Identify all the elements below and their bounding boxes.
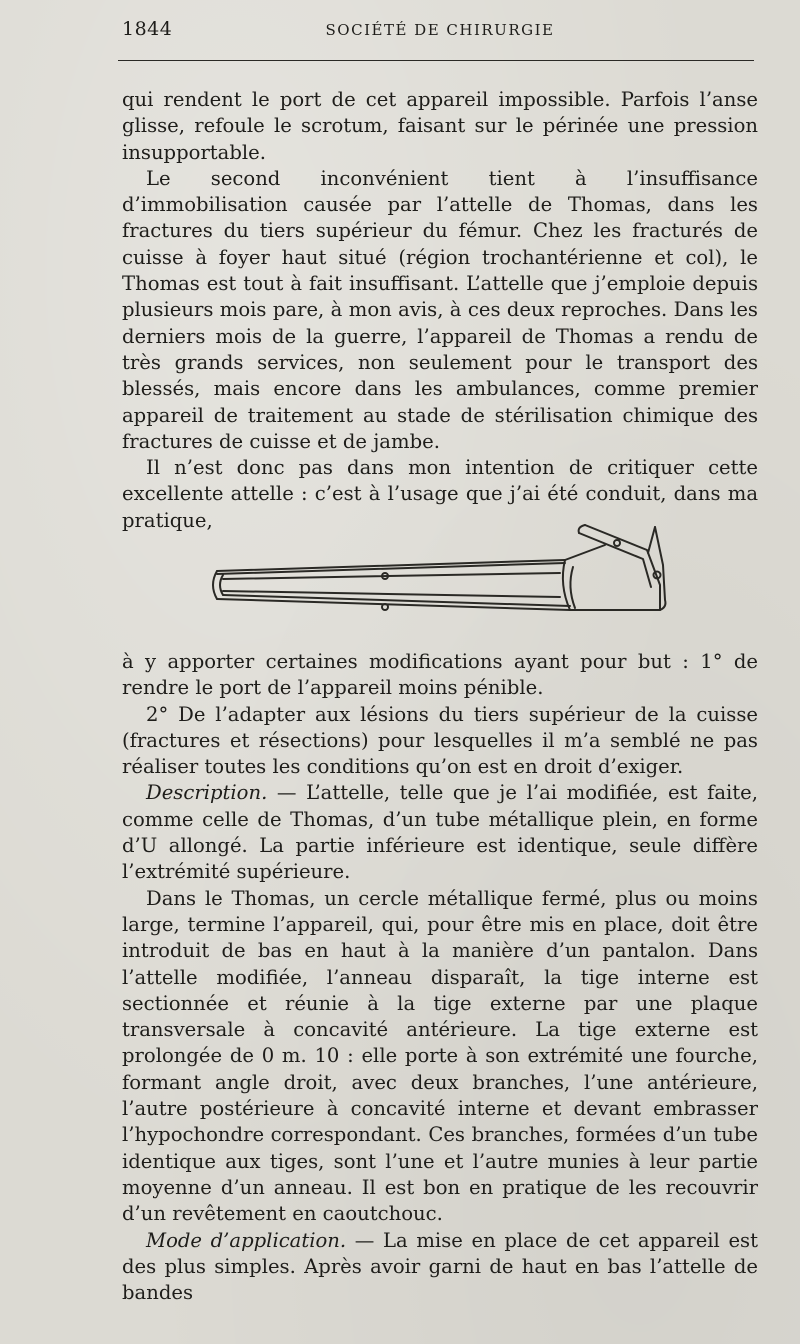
- body-text-top: [122, 87, 758, 534]
- paragraph: Il n’est donc pas dans mon intention de critiquer cette excellente attelle : c’est à l’usage que j’ai été conduit, dans ma pratique,: [122, 456, 758, 532]
- paragraph-text: — L’attelle, telle que je l’ai modifiée, est faite, comme celle de Thomas, d’un tube métallique plein, en forme d’U allongé. La partie inférieure est identique, seule diffère l’extrémité supérieure.: [122, 781, 758, 884]
- page-number: 1844: [122, 18, 173, 40]
- running-head: [122, 18, 758, 44]
- body-text-bottom: [122, 649, 758, 1306]
- paragraph: Le second inconvénient tient à l’insuffisance d’immobilisation causée par l’attelle de Thomas, dans les fractures du tiers supérieur du fémur. Chez les fracturés de cuisse à foyer haut situé (région trochantérienne et col), le Thomas est tout à fait insuffisant. L’attelle que j’emploie depuis plusieurs mois pare, à mon avis, à ces deux reproches. Dans les derniers mois de la guerre, l’appareil de Thomas a rendu de très grands services, non seulement pour le transport des blessés, mais encore dans les ambulances, comme premier appareil de traitement au stade de stérilisation chimique des fractures de cuisse et de jambe.: [122, 166, 758, 453]
- running-title: SOCIÉTÉ DE CHIRURGIE: [325, 21, 555, 39]
- paragraph: Dans le Thomas, un cercle métallique fermé, plus ou moins large, termine l’appareil, qui, pour être mis en place, doit être introduit de bas en haut à la manière d’un pantalon. Dans l’attelle modifiée, l’anneau disparaît, la tige interne est sectionnée et réunie à la tige externe par une plaque transversale à concavité antérieure. La tige externe est prolongée de 0 m. 10 : elle porte à son extrémité une fourche, formant angle droit, avec deux branches, l’une antérieure, l’autre postérieure à concavité interne et devant embrasser l’hypochondre correspondant. Ces branches, formées d’un tube identique aux tiges, sont l’une et l’autre munies à leur partie moyenne d’un anneau. Il est bon en pratique de les recouvrir d’un revêtement en caoutchouc.: [122, 886, 758, 1226]
- splint-figure: [205, 515, 680, 625]
- paragraph: 2° De l’adapter aux lésions du tiers supérieur de la cuisse (fractures et résections) pour lesquelles il m’a semblé ne pas réaliser toutes les conditions qu’on est en droit d’exiger.: [122, 702, 758, 779]
- branch-ring: [614, 540, 620, 546]
- transverse-plate: [563, 560, 570, 610]
- header-rule: [118, 60, 754, 61]
- section-label: Mode d’application.: [146, 1228, 347, 1252]
- paragraph: [122, 780, 758, 885]
- paragraph: [122, 1228, 758, 1307]
- section-label: Description.: [146, 781, 268, 805]
- paragraph: à y apporter certaines modifications ayant pour but : 1° de rendre le port de l’appareil moins pénible.: [122, 650, 758, 700]
- splint-illustration-icon: [205, 515, 680, 625]
- fork-branch-anterior: [585, 525, 660, 610]
- paragraph-text: — La mise en place de cet appareil est des plus simples. Après avoir garni de haut en bas l’attelle de bandes: [122, 1228, 758, 1305]
- rod-ring: [382, 604, 388, 610]
- paragraph: qui rendent le port de cet appareil impossible. Parfois l’anse glisse, refoule le scrotum, faisant sur le périnée une pression insupportable.: [122, 88, 758, 164]
- u-bend: [213, 571, 217, 599]
